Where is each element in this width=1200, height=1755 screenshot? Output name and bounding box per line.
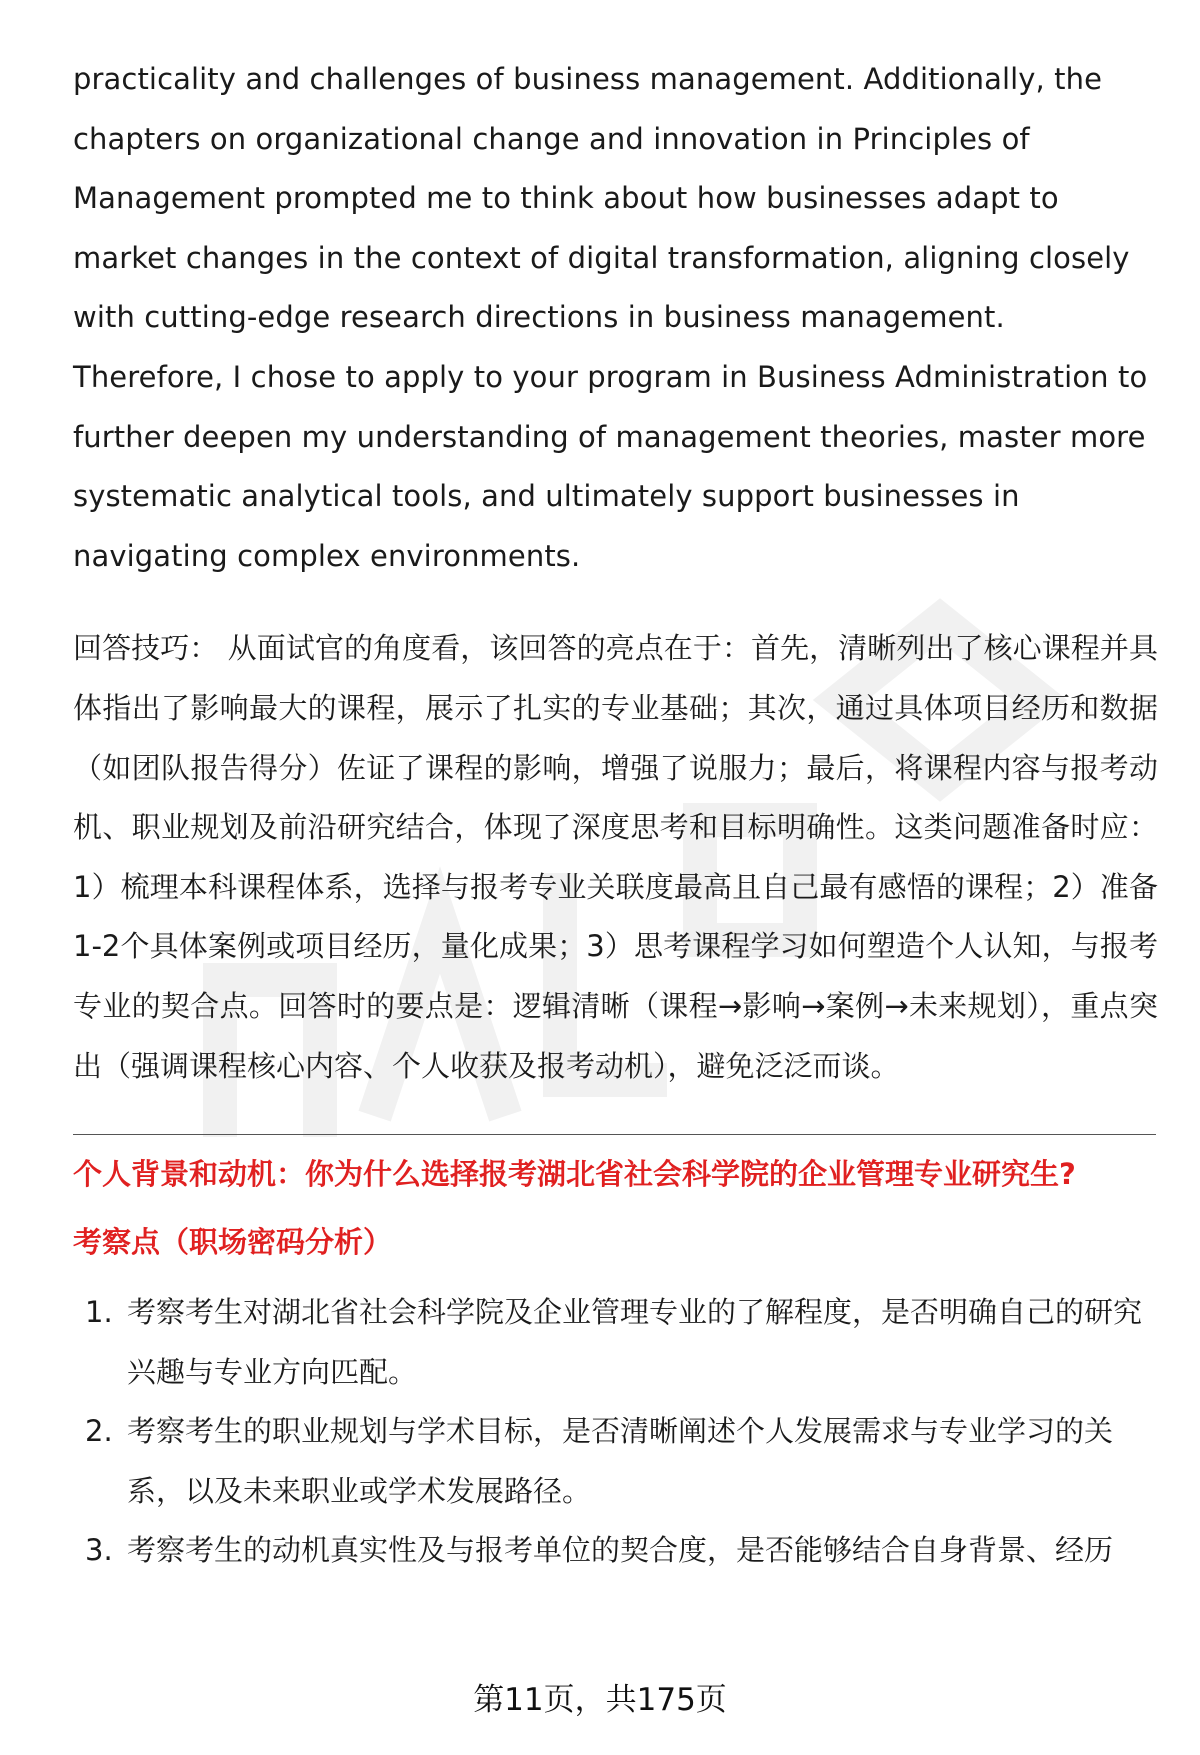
list-item-number: 2. (85, 1414, 113, 1449)
list-item-number: 3. (85, 1533, 113, 1568)
list-item (73, 1283, 1158, 1402)
list-item-text: 考察考生对湖北省社会科学院及企业管理专业的了解程度，是否明确自己的研究兴趣与专业方向匹配。 (127, 1295, 1143, 1389)
list-item-number: 1. (85, 1295, 113, 1330)
list-item-text: 考察考生的动机真实性及与报考单位的契合度，是否能够结合自身背景、经历 (127, 1533, 1114, 1568)
exam-points-list (73, 1283, 1158, 1581)
document-page (73, 50, 1158, 1581)
list-item (73, 1402, 1158, 1521)
list-item (73, 1521, 1158, 1581)
section-divider (73, 1134, 1156, 1135)
answer-tips-paragraph: 回答技巧： 从面试官的角度看，该回答的亮点在于：首先，清晰列出了核心课程并具体指出了影响最大的课程，展示了扎实的专业基础；其次，通过具体项目经历和数据（如团队报告得分）佐证了课程的影响，增强了说服力；最后，将课程内容与报考动机、职业规划及前沿研究结合，体现了深度思考和目标明确性。这类问题准备时应：1）梳理本科课程体系，选择与报考专业关联度最高且自己最有感悟的课程；2）准备1-2个具体案例或项目经历，量化成果；3）思考课程学习如何塑造个人认知，与报考专业的契合点。回答时的要点是：逻辑清晰（课程→影响→案例→未来规划），重点突出（强调课程核心内容、个人收获及报考动机），避免泛泛而谈。 (73, 631, 1158, 1083)
exam-points-heading: 考察点（职场密码分析） (73, 1225, 393, 1260)
question-heading: 个人背景和动机：你为什么选择报考湖北省社会科学院的企业管理专业研究生? (73, 1157, 1076, 1192)
page-footer: 第11页，共175页 (473, 1682, 727, 1718)
intro-paragraph: practicality and challenges of business management. Additionally, the chapters on organizational change and innovation in Principles of Management prompted me to think about how businesses adapt to market changes in the context of digital transformation, aligning closely with cutting-edge research directions in business management. Therefore, I chose to apply to your program in Business Administration to further deepen my understanding of management theories, master more systematic analytical tools, and ultimately support businesses in navigating complex environments. (73, 62, 1148, 573)
list-item-text: 考察考生的职业规划与学术目标，是否清晰阐述个人发展需求与专业学习的关系，以及未来职业或学术发展路径。 (127, 1414, 1114, 1508)
